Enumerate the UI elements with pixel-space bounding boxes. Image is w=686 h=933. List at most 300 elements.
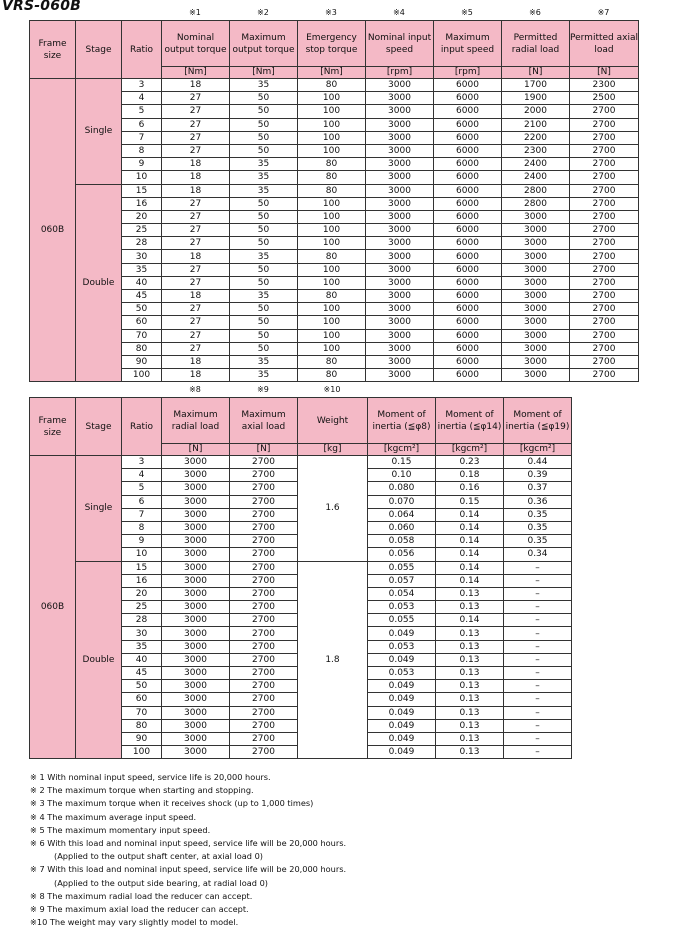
value-cell: 3000 [366, 369, 434, 382]
value-cell: 2700 [230, 469, 298, 482]
value-cell: 2700 [230, 614, 298, 627]
value-cell: 2700 [570, 131, 639, 144]
value-cell: 6000 [434, 118, 502, 131]
table-row [30, 105, 639, 118]
note-mark: ※10 [323, 385, 341, 394]
value-cell: 0.049 [368, 719, 436, 732]
ratio-cell: 28 [122, 237, 162, 250]
column-header: Maximum input speed [434, 21, 502, 67]
value-cell: 0.14 [436, 548, 504, 561]
ratio-cell: 8 [122, 521, 162, 534]
footnote-text: The maximum torque when it receives shock (up to 1,000 times) [47, 798, 314, 809]
table-row [30, 290, 639, 303]
value-cell: 2000 [502, 105, 570, 118]
value-cell: 50 [230, 144, 298, 157]
column-header: Emergency stop torque [298, 21, 366, 67]
weight-cell-double: 1.8 [298, 561, 368, 759]
value-cell: 2700 [230, 574, 298, 587]
value-cell: 3000 [502, 263, 570, 276]
value-cell: 50 [230, 237, 298, 250]
unit-cell: [Nm] [298, 67, 366, 79]
value-cell: 2700 [230, 587, 298, 600]
table-row [30, 561, 572, 574]
table-row [30, 118, 639, 131]
footnote-text: The maximum radial load the reducer can accept. [47, 890, 253, 901]
unit-cell: [Nm] [162, 67, 230, 79]
value-cell: 6000 [434, 369, 502, 382]
ratio-cell: 16 [122, 574, 162, 587]
value-cell: 50 [230, 276, 298, 289]
column-header: Maximum axial load [230, 398, 298, 444]
ratio-cell: 10 [122, 548, 162, 561]
unit-cell: [kgcm²] [504, 444, 572, 456]
column-header: Maximum radial load [162, 398, 230, 444]
ratio-cell: 20 [122, 587, 162, 600]
column-header: Weight [298, 398, 368, 444]
value-cell: 0.13 [436, 746, 504, 759]
table-row [30, 184, 639, 197]
unit-cell: [N] [230, 444, 298, 456]
value-cell: 27 [162, 144, 230, 157]
value-cell: 0.13 [436, 653, 504, 666]
value-cell: 2700 [570, 342, 639, 355]
value-cell: 6000 [434, 197, 502, 210]
value-cell: – [504, 587, 572, 600]
value-cell: 6000 [434, 79, 502, 92]
value-cell: 2700 [230, 653, 298, 666]
value-cell: 6000 [434, 131, 502, 144]
stage-cell-double: Double [76, 561, 122, 759]
unit-cell: [N] [162, 444, 230, 456]
value-cell: 3000 [502, 329, 570, 342]
value-cell: 0.057 [368, 574, 436, 587]
header-row [30, 21, 639, 67]
value-cell: 2300 [502, 144, 570, 157]
value-cell: 18 [162, 250, 230, 263]
value-cell: 2400 [502, 171, 570, 184]
value-cell: 2700 [570, 329, 639, 342]
unit-cell: [kgcm²] [368, 444, 436, 456]
footnote-text: The maximum average input speed. [47, 811, 197, 822]
value-cell: 35 [230, 158, 298, 171]
value-cell: 6000 [434, 171, 502, 184]
value-cell: 35 [230, 355, 298, 368]
ratio-cell: 5 [122, 482, 162, 495]
table-row [30, 316, 639, 329]
specs-table-1 [29, 20, 639, 382]
value-cell: 50 [230, 303, 298, 316]
value-cell: 3000 [162, 746, 230, 759]
value-cell: 0.049 [368, 680, 436, 693]
value-cell: 6000 [434, 92, 502, 105]
value-cell: 2700 [230, 693, 298, 706]
table-row [30, 197, 639, 210]
value-cell: 2700 [570, 237, 639, 250]
ratio-cell: 16 [122, 197, 162, 210]
value-cell: 80 [298, 158, 366, 171]
value-cell: 35 [230, 290, 298, 303]
value-cell: 27 [162, 197, 230, 210]
value-cell: 80 [298, 355, 366, 368]
footnote [30, 824, 670, 837]
footnote [30, 863, 670, 876]
column-header: Stage [76, 21, 122, 79]
value-cell: 18 [162, 158, 230, 171]
value-cell: 1900 [502, 92, 570, 105]
value-cell: 2700 [230, 667, 298, 680]
table-row [30, 171, 639, 184]
value-cell: 3000 [502, 210, 570, 223]
footnote-text: The maximum axial load the reducer can accept. [47, 904, 249, 915]
value-cell: 3000 [162, 693, 230, 706]
ratio-cell: 3 [122, 79, 162, 92]
footnote [30, 771, 670, 784]
value-cell: 3000 [366, 316, 434, 329]
value-cell: 80 [298, 250, 366, 263]
ratio-cell: 25 [122, 601, 162, 614]
value-cell: 2700 [570, 276, 639, 289]
value-cell: 50 [230, 342, 298, 355]
table-row [30, 329, 639, 342]
footnote [30, 811, 670, 824]
value-cell: 3000 [366, 131, 434, 144]
value-cell: 3000 [162, 548, 230, 561]
value-cell: 6000 [434, 276, 502, 289]
column-header: Maximum output torque [230, 21, 298, 67]
ratio-cell: 7 [122, 508, 162, 521]
value-cell: 18 [162, 171, 230, 184]
value-cell: 0.15 [436, 495, 504, 508]
table-row [30, 250, 639, 263]
value-cell: 3000 [162, 456, 230, 469]
unit-cell: [kgcm²] [436, 444, 504, 456]
table-row [30, 158, 639, 171]
value-cell: 27 [162, 303, 230, 316]
value-cell: 2700 [230, 640, 298, 653]
value-cell: 2700 [230, 561, 298, 574]
value-cell: 2800 [502, 184, 570, 197]
footnote-mark: ※ 5 [30, 824, 45, 835]
ratio-cell: 80 [122, 342, 162, 355]
ratio-cell: 25 [122, 224, 162, 237]
value-cell: 2700 [570, 158, 639, 171]
value-cell: 0.055 [368, 561, 436, 574]
value-cell: 2700 [230, 508, 298, 521]
value-cell: 2700 [570, 303, 639, 316]
value-cell: 18 [162, 184, 230, 197]
value-cell: 0.10 [368, 469, 436, 482]
value-cell: 3000 [366, 92, 434, 105]
value-cell: 2700 [230, 706, 298, 719]
ratio-cell: 9 [122, 535, 162, 548]
note-mark: ※2 [257, 8, 269, 17]
value-cell: 2400 [502, 158, 570, 171]
value-cell: 27 [162, 224, 230, 237]
ratio-cell: 15 [122, 561, 162, 574]
footnote-text: With nominal input speed, service life is 20,000 hours. [47, 772, 271, 782]
value-cell: 3000 [366, 171, 434, 184]
stage-cell-single: Single [76, 456, 122, 562]
value-cell: 3000 [366, 329, 434, 342]
value-cell: 2800 [502, 197, 570, 210]
value-cell: 2700 [230, 719, 298, 732]
value-cell: 3000 [502, 237, 570, 250]
value-cell: 100 [298, 237, 366, 250]
ratio-cell: 4 [122, 469, 162, 482]
value-cell: 2100 [502, 118, 570, 131]
value-cell: 3000 [162, 574, 230, 587]
table-row [30, 355, 639, 368]
specs-table-2 [29, 397, 572, 759]
value-cell: 3000 [162, 508, 230, 521]
value-cell: 6000 [434, 105, 502, 118]
value-cell: 3000 [366, 342, 434, 355]
value-cell: 100 [298, 224, 366, 237]
value-cell: 3000 [366, 250, 434, 263]
value-cell: 3000 [366, 303, 434, 316]
ratio-cell: 4 [122, 92, 162, 105]
unit-cell: [rpm] [366, 67, 434, 79]
ratio-cell: 60 [122, 693, 162, 706]
value-cell: 80 [298, 171, 366, 184]
value-cell: 3000 [366, 224, 434, 237]
table-row [30, 144, 639, 157]
column-header: Ratio [122, 21, 162, 79]
value-cell: 0.35 [504, 508, 572, 521]
footnote-mark: ※ 3 [30, 798, 45, 809]
value-cell: 27 [162, 276, 230, 289]
unit-cell: [Nm] [230, 67, 298, 79]
value-cell: 0.15 [368, 456, 436, 469]
value-cell: 6000 [434, 316, 502, 329]
value-cell: 6000 [434, 290, 502, 303]
value-cell: 100 [298, 316, 366, 329]
footnote-subtext: (Applied to the output shaft center, at axial load 0) [54, 851, 263, 862]
value-cell: 27 [162, 342, 230, 355]
value-cell: 2700 [570, 144, 639, 157]
column-header: Permitted axial load [570, 21, 639, 67]
footnote [30, 916, 670, 929]
ratio-cell: 15 [122, 184, 162, 197]
value-cell: 0.34 [504, 548, 572, 561]
ratio-cell: 50 [122, 303, 162, 316]
column-header: Frame size [30, 21, 76, 79]
stage-cell-single: Single [76, 79, 122, 185]
stage-cell-double: Double [76, 184, 122, 382]
ratio-cell: 60 [122, 316, 162, 329]
value-cell: 3000 [162, 680, 230, 693]
value-cell: 50 [230, 224, 298, 237]
value-cell: 35 [230, 369, 298, 382]
footnote-mark: ※ 7 [30, 864, 45, 875]
value-cell: 27 [162, 329, 230, 342]
value-cell: 3000 [502, 290, 570, 303]
value-cell: 2700 [230, 746, 298, 759]
column-header: Permitted radial load [502, 21, 570, 67]
footnote [30, 797, 670, 810]
ratio-cell: 8 [122, 144, 162, 157]
value-cell: 0.053 [368, 601, 436, 614]
value-cell: 3000 [366, 210, 434, 223]
value-cell: 6000 [434, 158, 502, 171]
value-cell: 2700 [230, 521, 298, 534]
value-cell: 2200 [502, 131, 570, 144]
value-cell: 100 [298, 197, 366, 210]
note-mark: ※4 [393, 8, 405, 17]
value-cell: 18 [162, 79, 230, 92]
value-cell: – [504, 706, 572, 719]
value-cell: 3000 [162, 732, 230, 745]
value-cell: 2700 [570, 184, 639, 197]
table-row [30, 303, 639, 316]
value-cell: – [504, 561, 572, 574]
ratio-cell: 45 [122, 290, 162, 303]
ratio-cell: 20 [122, 210, 162, 223]
value-cell: 2700 [570, 316, 639, 329]
value-cell: 2700 [570, 118, 639, 131]
value-cell: 100 [298, 118, 366, 131]
value-cell: 6000 [434, 329, 502, 342]
value-cell: 27 [162, 210, 230, 223]
value-cell: 100 [298, 105, 366, 118]
footnote-text: The maximum momentary input speed. [47, 824, 211, 835]
value-cell: 2500 [570, 92, 639, 105]
table-row [30, 342, 639, 355]
value-cell: 0.060 [368, 521, 436, 534]
value-cell: 0.070 [368, 495, 436, 508]
unit-cell: [rpm] [434, 67, 502, 79]
frame-size-cell: 060B [30, 79, 76, 382]
value-cell: 2700 [570, 263, 639, 276]
value-cell: 0.053 [368, 667, 436, 680]
ratio-cell: 5 [122, 105, 162, 118]
value-cell: 27 [162, 92, 230, 105]
value-cell: 3000 [502, 342, 570, 355]
value-cell: 27 [162, 105, 230, 118]
ratio-cell: 9 [122, 158, 162, 171]
value-cell: 0.080 [368, 482, 436, 495]
value-cell: 3000 [162, 535, 230, 548]
column-header: Nominal output torque [162, 21, 230, 67]
value-cell: 18 [162, 290, 230, 303]
footnote [30, 837, 670, 850]
value-cell: 80 [298, 369, 366, 382]
value-cell: 3000 [366, 237, 434, 250]
column-header: Ratio [122, 398, 162, 456]
value-cell: 35 [230, 184, 298, 197]
value-cell: 3000 [366, 263, 434, 276]
footnote-subtext: (Applied to the output side bearing, at radial load 0) [54, 877, 268, 888]
footnote-mark: ※ 1 [30, 772, 45, 782]
column-header: Frame size [30, 398, 76, 456]
value-cell: 0.18 [436, 469, 504, 482]
value-cell: 0.35 [504, 521, 572, 534]
footnote [30, 784, 670, 797]
value-cell: 6000 [434, 144, 502, 157]
value-cell: – [504, 732, 572, 745]
value-cell: – [504, 574, 572, 587]
ratio-cell: 40 [122, 653, 162, 666]
value-cell: 3000 [366, 79, 434, 92]
column-header: Nominal input speed [366, 21, 434, 67]
value-cell: 0.054 [368, 587, 436, 600]
value-cell: 0.049 [368, 653, 436, 666]
value-cell: 6000 [434, 303, 502, 316]
value-cell: 2700 [570, 369, 639, 382]
value-cell: 100 [298, 329, 366, 342]
value-cell: 3000 [366, 158, 434, 171]
footnote-text: The weight may vary slightly model to model. [49, 917, 239, 928]
footnote-mark: ※ 6 [30, 838, 45, 849]
ratio-cell: 50 [122, 680, 162, 693]
value-cell: 6000 [434, 342, 502, 355]
note-mark: ※5 [461, 8, 473, 17]
value-cell: 0.056 [368, 548, 436, 561]
value-cell: 100 [298, 303, 366, 316]
value-cell: 0.14 [436, 614, 504, 627]
value-cell: 50 [230, 263, 298, 276]
value-cell: 0.13 [436, 667, 504, 680]
ratio-cell: 3 [122, 456, 162, 469]
value-cell: 0.14 [436, 521, 504, 534]
value-cell: 0.44 [504, 456, 572, 469]
ratio-cell: 90 [122, 355, 162, 368]
value-cell: 2300 [570, 79, 639, 92]
table-row [30, 263, 639, 276]
column-header: Moment of inertia (≦φ8) [368, 398, 436, 444]
table-row [30, 131, 639, 144]
footnote-mark: ※ 9 [30, 904, 45, 915]
value-cell: 27 [162, 263, 230, 276]
value-cell: 3000 [162, 521, 230, 534]
value-cell: 0.13 [436, 706, 504, 719]
value-cell: 2700 [570, 171, 639, 184]
value-cell: – [504, 601, 572, 614]
value-cell: 0.14 [436, 508, 504, 521]
ratio-cell: 7 [122, 131, 162, 144]
value-cell: 27 [162, 316, 230, 329]
footnote-mark: ※ 8 [30, 890, 45, 901]
ratio-cell: 30 [122, 250, 162, 263]
value-cell: 3000 [502, 369, 570, 382]
value-cell: 1700 [502, 79, 570, 92]
footnote-mark: ※10 [30, 917, 48, 928]
value-cell: 2700 [570, 290, 639, 303]
value-cell: 3000 [162, 667, 230, 680]
value-cell: 2700 [570, 250, 639, 263]
weight-cell-single: 1.6 [298, 456, 368, 562]
value-cell: 0.13 [436, 640, 504, 653]
value-cell: – [504, 680, 572, 693]
value-cell: – [504, 614, 572, 627]
value-cell: 3000 [366, 276, 434, 289]
value-cell: 3000 [162, 706, 230, 719]
ratio-cell: 30 [122, 627, 162, 640]
value-cell: 100 [298, 131, 366, 144]
value-cell: 0.13 [436, 587, 504, 600]
value-cell: 0.16 [436, 482, 504, 495]
value-cell: 0.055 [368, 614, 436, 627]
table-row [30, 369, 639, 382]
value-cell: 0.13 [436, 601, 504, 614]
value-cell: 2700 [230, 495, 298, 508]
value-cell: 0.13 [436, 693, 504, 706]
value-cell: 0.39 [504, 469, 572, 482]
value-cell: 80 [298, 79, 366, 92]
note-mark: ※7 [597, 8, 610, 17]
page-title: VRS-060B [2, 0, 82, 14]
footnote [30, 890, 670, 903]
